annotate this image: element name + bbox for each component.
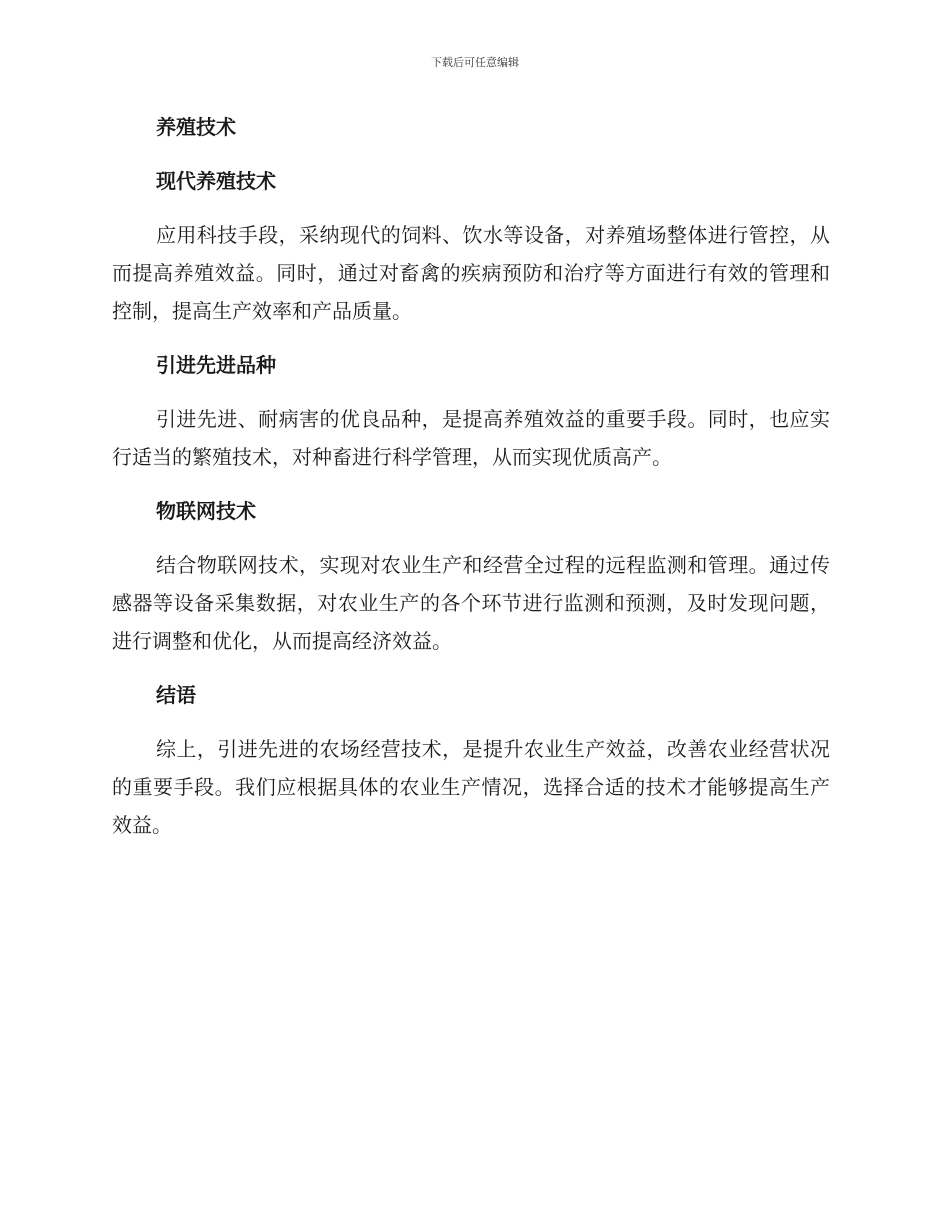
section-heading-conclusion: 结语 [156, 683, 196, 707]
section-heading-improved-breeds: 引进先进品种 [156, 353, 276, 377]
paragraph-improved-breeds: 引进先进、耐病害的优良品种，是提高养殖效益的重要手段。同时，也应实行适当的繁殖技术，对种畜进行科学管理，从而实现优质高产。 [112, 407, 830, 469]
section-heading-modern-farming: 现代养殖技术 [156, 169, 276, 193]
document-body [112, 108, 830, 860]
paragraph-conclusion: 综上，引进先进的农场经营技术，是提升农业生产效益，改善农业经营状况的重要手段。我们应根据具体的农业生产情况，选择合适的技术才能够提高生产效益。 [112, 737, 830, 837]
paragraph-iot: 结合物联网技术，实现对农业生产和经营全过程的远程监测和管理。通过传感器等设备采集数据，对农业生产的各个环节进行监测和预测，及时发现问题，进行调整和优化，从而提高经济效益。 [112, 553, 830, 653]
section-title: 养殖技术 [156, 115, 236, 139]
paragraph-modern-farming: 应用科技手段，采纳现代的饲料、饮水等设备，对养殖场整体进行管控，从而提高养殖效益。同时，通过对畜禽的疾病预防和治疗等方面进行有效的管理和控制，提高生产效率和产品质量。 [112, 223, 830, 323]
section-heading-iot: 物联网技术 [156, 499, 256, 523]
page-header-note: 下载后可任意编辑 [431, 56, 519, 69]
